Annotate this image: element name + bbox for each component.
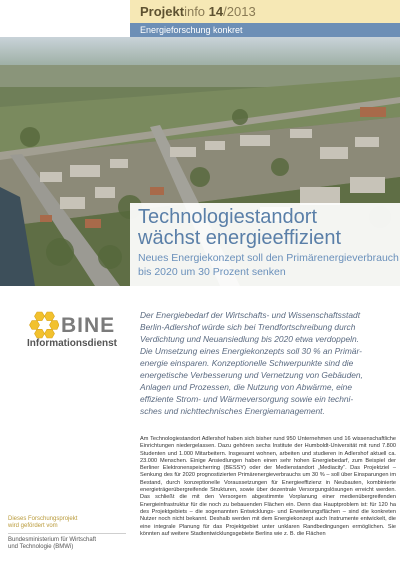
logo-wordmark: BINE xyxy=(61,314,116,337)
bine-hexagon-icon xyxy=(27,310,59,340)
article-title: Technologiestandort wächst energieeffizient xyxy=(138,206,342,249)
logo-tagline: Informationsdienst xyxy=(27,338,118,349)
category-label: Energieforschung konkret xyxy=(140,25,243,35)
funding-note: Dieses Forschungsprojekt wird gefördert vom Bundesministerium für Wirtschaft und Technologie (BMWi) xyxy=(8,516,126,551)
headline-box xyxy=(130,203,400,286)
divider xyxy=(8,533,126,534)
lead-paragraph: Der Energiebedarf der Wirtschafts- und Wissenschaftsstadt Berlin-Adlershof würde sich bei Trendfortschreibung durch Verdichtung und Neuansiedlung bis 2020 etwa verdoppeln. Die Umsetzung eines Energiekonzepts soll 30 % an Primär- energie einsparen. Konzeptionelle Schwerpunkte sind die energetische Verbesserung und Vernetzung von Gebäuden, Anlagen und Prozessen, die Nutzung von Abwärme, eine effiziente Strom- und Wärmeversorgung sowie ein techni- sches und nichttechnisches Energiemanagement. xyxy=(140,310,363,416)
body-text: Am Technologiestandort Adlershof haben sich bisher rund 950 Unternehmen und 16 wissenschaftliche Einrichtungen niedergelassen. Dazu gehören sechs Institute der Humboldt-Universität mit rund 7.800 Studenten und 1.000 Mitarbeitern. Insgesamt wohnen, arbeiten und studieren in Adlershof aktuell ca. 23.000 Menschen. Einige Ansiedlungen haben einen sehr hohen Energiebedarf, zum Beispiel der Berliner Elektronenspeicherring (BESSY) oder der Medienstandort „Mediacity“. Das Projektziel – Senkung des für 2020 prognostizierten Primärenergieverbrauchs um 30 % – soll über Einsparungen im Bestand, durch konzeptionelle Voraussetzungen für Energieeffizienz in Neubauten, kombinierte energieträgerübergreifende Strukturen, sowie über dezentrale Versorgungslösungen erreicht werden. Das schließt die mit den Versorgern abgestimmte Vorplanung einer medienübergreifenden Energieinfrastruktur für die noch zu bebauenden Flächen ein. Denn das Hauptproblem ist: für 120 ha des Projektgebiets – die sogenannten Entwicklungs- und Erweiterungsflächen – sind die konkreten Nutzer noch nicht bekannt. Deshalb werden mit dem Energiekonzept auch Instrumente entwickelt, die eine integrale Planung für das Projektgebiet unter unklaren Randbedingungen ermöglichen. Sie könnten auf weitere Stadtentwicklungsgebiete Berlins wie z. B. die Flächen xyxy=(140,436,396,537)
category-bar xyxy=(130,23,400,37)
series-title: Projektinfo 14/2013 xyxy=(140,4,256,19)
article-subtitle: Neues Energiekonzept soll den Primärenergieverbrauch bis 2020 um 30 Prozent senken xyxy=(138,252,399,278)
publication-header xyxy=(130,0,400,23)
bine-logo xyxy=(27,312,132,352)
